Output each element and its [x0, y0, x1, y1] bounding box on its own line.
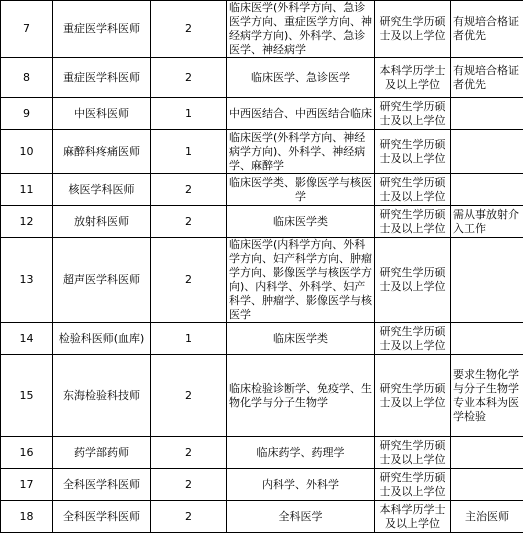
- cell-count: 1: [151, 98, 227, 130]
- cell-no: 16: [1, 437, 53, 469]
- cell-position: 重症医学科医师: [53, 58, 151, 98]
- cell-major: 全科医学: [227, 501, 375, 533]
- cell-no: 10: [1, 130, 53, 174]
- cell-position: 麻醉科疼痛医师: [53, 130, 151, 174]
- cell-note: [451, 238, 523, 323]
- cell-no: 17: [1, 469, 53, 501]
- cell-note: 主治医师: [451, 501, 523, 533]
- cell-degree: 研究生学历硕士及以上学位: [375, 130, 451, 174]
- cell-position: 超声医学科医师: [53, 238, 151, 323]
- cell-count: 2: [151, 238, 227, 323]
- table-row: [1, 437, 523, 469]
- cell-degree: 研究生学历硕士及以上学位: [375, 1, 451, 58]
- cell-no: 14: [1, 323, 53, 355]
- cell-major: 临床医学类: [227, 323, 375, 355]
- cell-position: 放射科医师: [53, 206, 151, 238]
- cell-note: [451, 174, 523, 206]
- cell-count: 2: [151, 469, 227, 501]
- cell-major: 临床医学(内科学方向、外科学方向、妇产科学方向、肿瘤学方向、影像医学与核医学方向)、内科学、外科学、妇产科学、肿瘤学、影像医学与核医学: [227, 238, 375, 323]
- cell-position: 东海检验科技师: [53, 355, 151, 437]
- cell-note: 有规培合格证者优先: [451, 1, 523, 58]
- cell-count: 2: [151, 206, 227, 238]
- cell-major: 临床医学类: [227, 206, 375, 238]
- cell-count: 1: [151, 323, 227, 355]
- cell-degree: 研究生学历硕士及以上学位: [375, 206, 451, 238]
- cell-count: 2: [151, 437, 227, 469]
- cell-degree: 本科学历学士及以上学位: [375, 501, 451, 533]
- cell-count: 2: [151, 1, 227, 58]
- table-body: [1, 1, 523, 533]
- cell-major: 临床检验诊断学、免疫学、生物化学与分子生物学: [227, 355, 375, 437]
- cell-degree: 研究生学历硕士及以上学位: [375, 98, 451, 130]
- cell-position: 全科医学科医师: [53, 469, 151, 501]
- table-row: [1, 238, 523, 323]
- cell-major: 临床医学、急诊医学: [227, 58, 375, 98]
- cell-major: 临床药学、药理学: [227, 437, 375, 469]
- cell-degree: 研究生学历硕士及以上学位: [375, 238, 451, 323]
- cell-position: 核医学科医师: [53, 174, 151, 206]
- cell-count: 2: [151, 58, 227, 98]
- cell-degree: 研究生学历硕士及以上学位: [375, 437, 451, 469]
- cell-major: 内科学、外科学: [227, 469, 375, 501]
- cell-no: 11: [1, 174, 53, 206]
- cell-position: 检验科医师(血库): [53, 323, 151, 355]
- cell-degree: 研究生学历硕士及以上学位: [375, 469, 451, 501]
- cell-degree: 本科学历学士及以上学位: [375, 58, 451, 98]
- cell-note: 有规培合格证者优先: [451, 58, 523, 98]
- cell-no: 18: [1, 501, 53, 533]
- cell-position: 全科医学科医师: [53, 501, 151, 533]
- cell-major: 中西医结合、中西医结合临床: [227, 98, 375, 130]
- table-row: [1, 130, 523, 174]
- cell-note: [451, 323, 523, 355]
- cell-note: [451, 437, 523, 469]
- cell-degree: 研究生学历硕士及以上学位: [375, 355, 451, 437]
- table-row: [1, 323, 523, 355]
- table-row: [1, 355, 523, 437]
- cell-no: 9: [1, 98, 53, 130]
- cell-degree: 研究生学历硕士及以上学位: [375, 323, 451, 355]
- cell-no: 8: [1, 58, 53, 98]
- table-row: [1, 1, 523, 58]
- cell-note: [451, 98, 523, 130]
- cell-position: 重症医学科医师: [53, 1, 151, 58]
- cell-no: 7: [1, 1, 53, 58]
- table-row: [1, 174, 523, 206]
- cell-major: 临床医学(外科学方向、急诊医学方向、重症医学方向、神经病学方向)、外科学、急诊医学、神经病学: [227, 1, 375, 58]
- cell-note: [451, 130, 523, 174]
- cell-no: 12: [1, 206, 53, 238]
- cell-note: [451, 469, 523, 501]
- table-row: [1, 206, 523, 238]
- cell-no: 15: [1, 355, 53, 437]
- table-row: [1, 58, 523, 98]
- cell-count: 1: [151, 130, 227, 174]
- cell-note: 需从事放射介入工作: [451, 206, 523, 238]
- cell-major: 临床医学类、影像医学与核医学: [227, 174, 375, 206]
- cell-position: 中医科医师: [53, 98, 151, 130]
- cell-count: 2: [151, 355, 227, 437]
- table-row: [1, 469, 523, 501]
- cell-no: 13: [1, 238, 53, 323]
- cell-note: 要求生物化学与分子生物学专业本科为医学检验: [451, 355, 523, 437]
- cell-degree: 研究生学历硕士及以上学位: [375, 174, 451, 206]
- cell-major: 临床医学(外科学方向、神经病学方向)、外科学、神经病学、麻醉学: [227, 130, 375, 174]
- cell-position: 药学部药师: [53, 437, 151, 469]
- cell-count: 2: [151, 174, 227, 206]
- table-row: [1, 98, 523, 130]
- cell-count: 2: [151, 501, 227, 533]
- table-row: [1, 501, 523, 533]
